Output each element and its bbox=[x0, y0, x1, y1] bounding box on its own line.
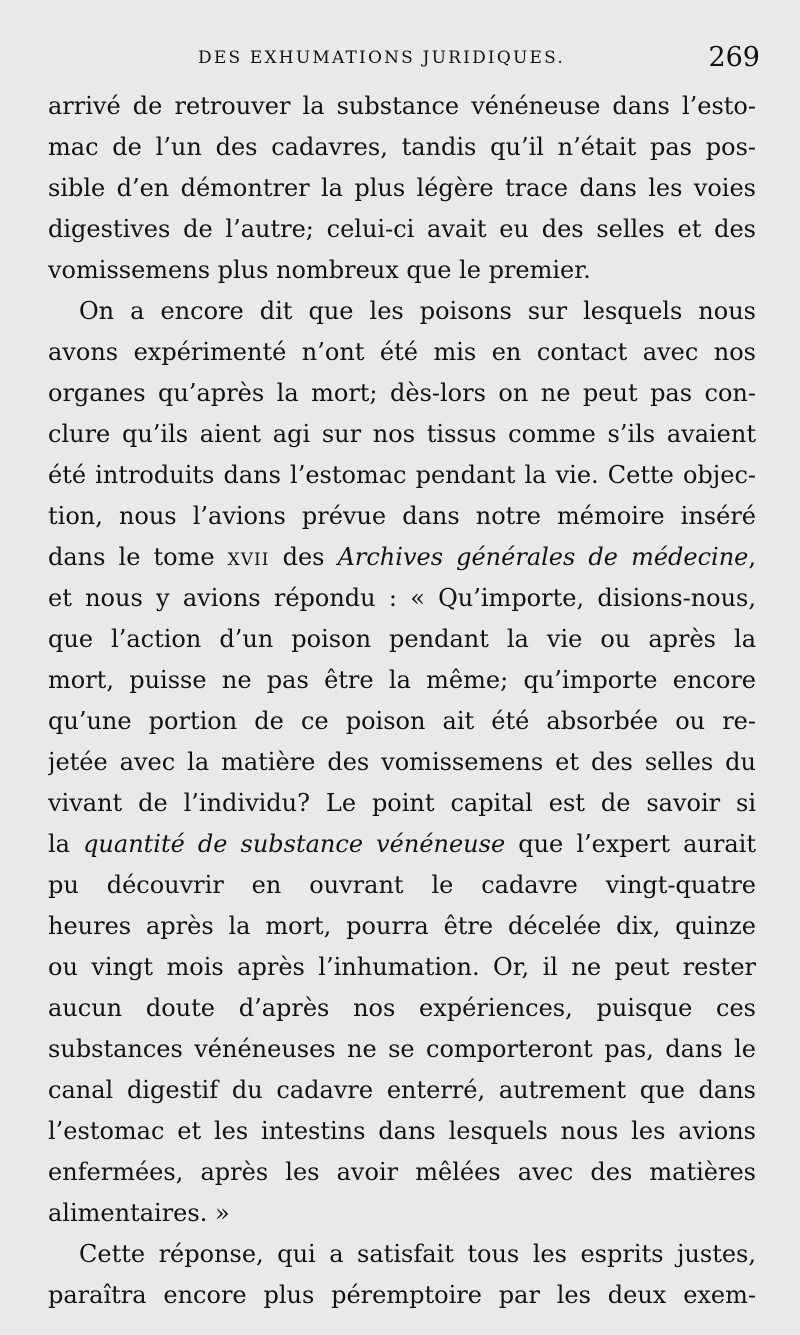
paragraph-start-line: On a encore dit que les poisons sur lesquels nous bbox=[79, 297, 756, 325]
running-head: DES EXHUMATIONS JURIDIQUES. bbox=[198, 48, 565, 68]
text-line: été introduits dans l’estomac pendant la vie. Cette objec- bbox=[48, 461, 756, 489]
text-line: avons expérimenté n’ont été mis en contact avec nos bbox=[48, 338, 756, 366]
text-line: et nous y avions répondu : « Qu’importe, disions-nous, bbox=[48, 584, 756, 612]
text-line: enfermées, après les avoir mêlées avec des matières bbox=[48, 1158, 756, 1186]
text-line: digestives de l’autre; celui-ci avait eu des selles et des bbox=[48, 215, 756, 243]
text-line: l’estomac et les intestins dans lesquels nous les avions bbox=[48, 1117, 756, 1145]
text-line: sible d’en démontrer la plus légère trace dans les voies bbox=[48, 174, 756, 202]
text-line: alimentaires. » bbox=[48, 1199, 230, 1227]
emphasis-text: quantité de substance vénéneuse bbox=[83, 830, 506, 858]
text-line: substances vénéneuses ne se comporteront pas, dans le bbox=[48, 1035, 756, 1063]
body-text bbox=[48, 86, 756, 1316]
text-line: clure qu’ils aient agi sur nos tissus comme s’ils avaient bbox=[48, 420, 756, 448]
text-line: mort, puisse ne pas être la même; qu’importe encore bbox=[48, 666, 756, 694]
text-line: organes qu’après la mort; dès-lors on ne peut pas con- bbox=[48, 379, 756, 407]
text-line: que l’action d’un poison pendant la vie ou après la bbox=[48, 625, 756, 653]
text-line bbox=[48, 537, 756, 578]
line-text-part: que l’expert aurait bbox=[505, 830, 756, 858]
text-line: jetée avec la matière des vomissemens et des selles du bbox=[48, 748, 756, 776]
text-line: tion, nous l’avions prévue dans notre mémoire inséré bbox=[48, 502, 756, 530]
paragraph-start-line: Cette réponse, qui a satisfait tous les esprits justes, bbox=[79, 1240, 756, 1268]
text-line: canal digestif du cadavre enterré, autrement que dans bbox=[48, 1076, 756, 1104]
text-line: vomissemens plus nombreux que le premier. bbox=[48, 256, 591, 284]
text-line: heures après la mort, pourra être décelée dix, quinze bbox=[48, 912, 756, 940]
text-line: paraîtra encore plus péremptoire par les deux exem- bbox=[48, 1281, 756, 1309]
text-line: aucun doute d’après nos expériences, puisque ces bbox=[48, 994, 756, 1022]
text-line bbox=[48, 824, 756, 865]
line-text-part: dans le tome bbox=[48, 543, 228, 571]
text-line: ou vingt mois après l’inhumation. Or, il ne peut rester bbox=[48, 953, 756, 981]
volume-numeral: xvii bbox=[227, 543, 270, 571]
page-header bbox=[48, 42, 760, 82]
text-line: mac de l’un des cadavres, tandis qu’il n’était pas pos- bbox=[48, 133, 756, 161]
text-line: vivant de l’individu? Le point capital est de savoir si bbox=[48, 789, 756, 817]
line-text-part: des bbox=[269, 543, 338, 571]
line-text-part: , bbox=[748, 543, 756, 571]
text-line: qu’une portion de ce poison ait été absorbée ou re- bbox=[48, 707, 756, 735]
text-line: pu découvrir en ouvrant le cadavre vingt-quatre bbox=[48, 871, 756, 899]
line-text-part: la bbox=[48, 830, 84, 858]
page-number: 269 bbox=[708, 42, 760, 73]
journal-title: Archives générales de médecine bbox=[337, 543, 749, 571]
text-line: arrivé de retrouver la substance vénéneuse dans l’esto- bbox=[48, 92, 756, 120]
